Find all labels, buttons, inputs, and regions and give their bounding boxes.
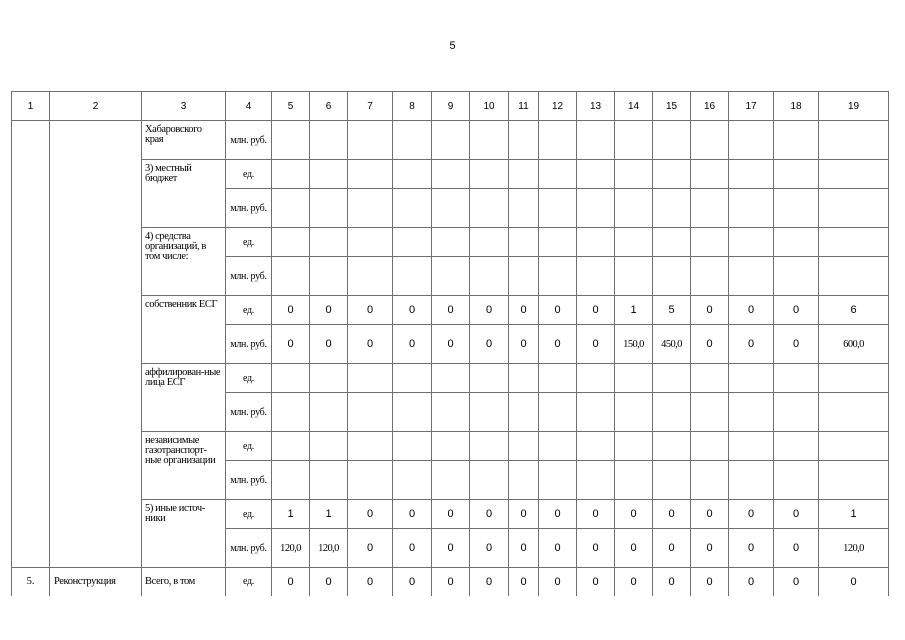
value-cell: [393, 257, 432, 296]
value-cell: 0: [272, 568, 310, 596]
value-cell: 1: [615, 296, 653, 325]
value-cell: [653, 461, 691, 500]
value-cell: 0: [577, 325, 615, 364]
value-cell: 0: [615, 529, 653, 568]
value-cell: 0: [272, 296, 310, 325]
value-cell: [393, 121, 432, 160]
value-cell: 120,0: [272, 529, 310, 568]
value-cell: [393, 189, 432, 228]
value-cell: [432, 160, 470, 189]
value-cell: 1: [272, 500, 310, 529]
value-cell: [509, 228, 539, 257]
value-cell: [729, 364, 774, 393]
value-cell: 0: [393, 296, 432, 325]
value-cell: 0: [539, 529, 577, 568]
value-cell: [509, 257, 539, 296]
column-header-4: 4: [226, 92, 272, 121]
table-row-other-units: [12, 500, 889, 529]
value-cell: 6: [819, 296, 889, 325]
value-cell: [470, 257, 509, 296]
funding-source-label: 4) средства организаций, в том числе:: [142, 228, 226, 296]
value-cell: 0: [348, 568, 393, 596]
page-number: 5: [449, 40, 456, 52]
value-cell: 0: [729, 500, 774, 529]
column-header-11: 11: [509, 92, 539, 121]
value-cell: 0: [691, 568, 729, 596]
value-cell: [272, 364, 310, 393]
value-cell: 0: [310, 296, 348, 325]
value-cell: 0: [509, 529, 539, 568]
value-cell: 0: [577, 568, 615, 596]
unit-cell: ед.: [226, 296, 272, 325]
value-cell: [272, 160, 310, 189]
funding-source-label: собственник ЕСГ: [142, 296, 226, 364]
value-cell: [729, 160, 774, 189]
value-cell: 0: [691, 529, 729, 568]
value-cell: 0: [348, 325, 393, 364]
value-cell: 0: [470, 568, 509, 596]
value-cell: [539, 461, 577, 500]
value-cell: 0: [577, 529, 615, 568]
value-cell: [819, 461, 889, 500]
value-cell: [348, 364, 393, 393]
value-cell: [393, 228, 432, 257]
value-cell: [310, 364, 348, 393]
value-cell: [310, 160, 348, 189]
value-cell: [348, 257, 393, 296]
value-cell: [691, 393, 729, 432]
value-cell: 0: [653, 500, 691, 529]
value-cell: [470, 121, 509, 160]
value-cell: 0: [615, 568, 653, 596]
unit-cell: ед.: [226, 228, 272, 257]
value-cell: [615, 432, 653, 461]
value-cell: 0: [539, 325, 577, 364]
value-cell: [310, 393, 348, 432]
value-cell: [272, 257, 310, 296]
value-cell: [691, 364, 729, 393]
value-cell: 0: [348, 529, 393, 568]
column-header-10: 10: [470, 92, 509, 121]
value-cell: 0: [432, 325, 470, 364]
value-cell: [577, 189, 615, 228]
value-cell: [432, 364, 470, 393]
value-cell: 0: [691, 325, 729, 364]
value-cell: [653, 189, 691, 228]
value-cell: 0: [432, 500, 470, 529]
value-cell: 0: [393, 529, 432, 568]
table-row-org-units: [12, 228, 889, 257]
value-cell: [691, 189, 729, 228]
value-cell: [729, 432, 774, 461]
value-cell: 0: [348, 500, 393, 529]
value-cell: [310, 228, 348, 257]
value-cell: [615, 393, 653, 432]
value-cell: [653, 160, 691, 189]
table-row-next-item: [12, 568, 889, 596]
value-cell: 0: [310, 325, 348, 364]
value-cell: [539, 364, 577, 393]
table-row-khabarovsk: [12, 121, 889, 160]
funding-source-label: 3) местный бюджет: [142, 160, 226, 228]
table-row-affil-units: [12, 364, 889, 393]
value-cell: [774, 160, 819, 189]
value-cell: 0: [774, 500, 819, 529]
value-cell: [615, 189, 653, 228]
investment-table: [11, 91, 889, 596]
value-cell: [432, 189, 470, 228]
unit-cell: млн. руб.: [226, 393, 272, 432]
value-cell: [729, 121, 774, 160]
value-cell: 1: [819, 500, 889, 529]
value-cell: [774, 228, 819, 257]
value-cell: [653, 121, 691, 160]
value-cell: [615, 121, 653, 160]
value-cell: 0: [470, 296, 509, 325]
value-cell: [774, 461, 819, 500]
value-cell: [615, 461, 653, 500]
value-cell: 0: [691, 500, 729, 529]
value-cell: [432, 393, 470, 432]
column-header-2: 2: [50, 92, 142, 121]
funding-source-label: независимые газотранспорт-ные организации: [142, 432, 226, 500]
value-cell: [819, 160, 889, 189]
value-cell: [539, 189, 577, 228]
column-header-8: 8: [393, 92, 432, 121]
value-cell: [615, 257, 653, 296]
column-header-19: 19: [819, 92, 889, 121]
value-cell: [470, 189, 509, 228]
value-cell: [539, 257, 577, 296]
value-cell: [653, 364, 691, 393]
value-cell: 0: [539, 568, 577, 596]
value-cell: 0: [577, 296, 615, 325]
value-cell: [310, 257, 348, 296]
unit-cell: ед.: [226, 364, 272, 393]
value-cell: [774, 364, 819, 393]
value-cell: [470, 461, 509, 500]
value-cell: 1: [310, 500, 348, 529]
value-cell: [691, 257, 729, 296]
value-cell: 0: [310, 568, 348, 596]
value-cell: [615, 228, 653, 257]
value-cell: [653, 393, 691, 432]
value-cell: 0: [432, 568, 470, 596]
value-cell: 0: [653, 568, 691, 596]
value-cell: 0: [691, 296, 729, 325]
unit-cell: млн. руб.: [226, 529, 272, 568]
unit-cell: млн. руб.: [226, 257, 272, 296]
value-cell: [577, 393, 615, 432]
value-cell: [348, 160, 393, 189]
value-cell: [509, 121, 539, 160]
value-cell: [509, 393, 539, 432]
value-cell: 120,0: [819, 529, 889, 568]
value-cell: [653, 432, 691, 461]
value-cell: 0: [653, 529, 691, 568]
value-cell: [272, 432, 310, 461]
value-cell: 0: [432, 529, 470, 568]
value-cell: 450,0: [653, 325, 691, 364]
value-cell: [272, 461, 310, 500]
column-header-7: 7: [348, 92, 393, 121]
value-cell: 0: [393, 500, 432, 529]
value-cell: [691, 160, 729, 189]
value-cell: [310, 432, 348, 461]
value-cell: [509, 461, 539, 500]
value-cell: [470, 393, 509, 432]
value-cell: [729, 393, 774, 432]
value-cell: 0: [348, 296, 393, 325]
value-cell: 0: [272, 325, 310, 364]
value-cell: [615, 160, 653, 189]
funding-source-label: 5) иные источ-ники: [142, 500, 226, 568]
value-cell: [470, 160, 509, 189]
value-cell: [819, 364, 889, 393]
table-row-indep-units: [12, 432, 889, 461]
value-cell: [577, 228, 615, 257]
value-cell: [774, 257, 819, 296]
unit-cell: млн. руб.: [226, 189, 272, 228]
unit-cell: ед.: [226, 568, 272, 596]
column-header-9: 9: [432, 92, 470, 121]
value-cell: [393, 160, 432, 189]
unit-cell: ед.: [226, 432, 272, 461]
unit-cell: млн. руб.: [226, 461, 272, 500]
value-cell: [819, 432, 889, 461]
value-cell: [819, 393, 889, 432]
value-cell: [310, 461, 348, 500]
value-cell: [393, 393, 432, 432]
column-header-13: 13: [577, 92, 615, 121]
value-cell: 5: [653, 296, 691, 325]
value-cell: [272, 189, 310, 228]
column-header-1: 1: [12, 92, 50, 121]
item-name-cell: Реконструкция: [50, 568, 142, 596]
funding-source-label: Всего, в том: [142, 568, 226, 596]
value-cell: 150,0: [615, 325, 653, 364]
value-cell: 0: [729, 296, 774, 325]
value-cell: [539, 393, 577, 432]
value-cell: 0: [729, 568, 774, 596]
column-header-17: 17: [729, 92, 774, 121]
value-cell: 0: [539, 296, 577, 325]
value-cell: [272, 228, 310, 257]
value-cell: [729, 257, 774, 296]
value-cell: [509, 189, 539, 228]
value-cell: [691, 121, 729, 160]
value-cell: [272, 121, 310, 160]
funding-source-label: Хабаровского края: [142, 121, 226, 160]
value-cell: 0: [729, 529, 774, 568]
value-cell: 0: [393, 568, 432, 596]
unit-cell: ед.: [226, 160, 272, 189]
value-cell: [432, 228, 470, 257]
value-cell: [691, 432, 729, 461]
value-cell: [819, 121, 889, 160]
value-cell: [348, 432, 393, 461]
value-cell: [539, 432, 577, 461]
column-header-18: 18: [774, 92, 819, 121]
unit-cell: млн. руб.: [226, 325, 272, 364]
value-cell: [348, 393, 393, 432]
value-cell: [539, 228, 577, 257]
value-cell: [432, 121, 470, 160]
value-cell: 0: [577, 500, 615, 529]
value-cell: [729, 228, 774, 257]
value-cell: 0: [774, 296, 819, 325]
value-cell: [577, 257, 615, 296]
column-header-15: 15: [653, 92, 691, 121]
value-cell: 0: [393, 325, 432, 364]
unit-cell: ед.: [226, 500, 272, 529]
value-cell: [653, 228, 691, 257]
value-cell: [774, 189, 819, 228]
value-cell: 0: [470, 325, 509, 364]
item-name-cell: [50, 121, 142, 568]
value-cell: [272, 393, 310, 432]
funding-source-label: аффилирован-ные лица ЕСГ: [142, 364, 226, 432]
value-cell: [691, 228, 729, 257]
value-cell: [348, 121, 393, 160]
value-cell: [432, 257, 470, 296]
column-header-16: 16: [691, 92, 729, 121]
value-cell: [539, 121, 577, 160]
value-cell: 120,0: [310, 529, 348, 568]
value-cell: 0: [819, 568, 889, 596]
value-cell: [653, 257, 691, 296]
value-cell: [310, 189, 348, 228]
value-cell: [774, 393, 819, 432]
column-header-14: 14: [615, 92, 653, 121]
value-cell: [819, 257, 889, 296]
value-cell: [432, 432, 470, 461]
value-cell: 0: [729, 325, 774, 364]
value-cell: [819, 189, 889, 228]
value-cell: 0: [509, 296, 539, 325]
value-cell: 0: [509, 568, 539, 596]
value-cell: [348, 461, 393, 500]
value-cell: [509, 364, 539, 393]
value-cell: [470, 364, 509, 393]
value-cell: 0: [774, 529, 819, 568]
column-header-6: 6: [310, 92, 348, 121]
value-cell: 0: [509, 500, 539, 529]
column-number-row: [12, 92, 889, 121]
value-cell: [577, 364, 615, 393]
column-header-3: 3: [142, 92, 226, 121]
value-cell: [729, 461, 774, 500]
value-cell: [819, 228, 889, 257]
value-cell: [774, 121, 819, 160]
value-cell: [509, 160, 539, 189]
value-cell: [539, 160, 577, 189]
value-cell: 0: [509, 325, 539, 364]
value-cell: 0: [774, 325, 819, 364]
value-cell: [348, 189, 393, 228]
value-cell: [729, 189, 774, 228]
item-number-cell: [12, 121, 50, 568]
value-cell: [393, 432, 432, 461]
value-cell: [470, 432, 509, 461]
value-cell: 0: [774, 568, 819, 596]
column-header-5: 5: [272, 92, 310, 121]
value-cell: [393, 461, 432, 500]
table-row-owner-units: [12, 296, 889, 325]
value-cell: [432, 461, 470, 500]
column-header-12: 12: [539, 92, 577, 121]
value-cell: 0: [432, 296, 470, 325]
value-cell: 0: [615, 500, 653, 529]
value-cell: [577, 432, 615, 461]
table-row-local-units: [12, 160, 889, 189]
value-cell: [577, 121, 615, 160]
value-cell: [577, 160, 615, 189]
value-cell: [577, 461, 615, 500]
item-number-cell: 5.: [12, 568, 50, 596]
value-cell: 600,0: [819, 325, 889, 364]
value-cell: [470, 228, 509, 257]
value-cell: 0: [470, 529, 509, 568]
value-cell: 0: [539, 500, 577, 529]
value-cell: [774, 432, 819, 461]
value-cell: [310, 121, 348, 160]
value-cell: [615, 364, 653, 393]
value-cell: [348, 228, 393, 257]
value-cell: [393, 364, 432, 393]
unit-cell: млн. руб.: [226, 121, 272, 160]
value-cell: [691, 461, 729, 500]
value-cell: 0: [470, 500, 509, 529]
value-cell: [509, 432, 539, 461]
